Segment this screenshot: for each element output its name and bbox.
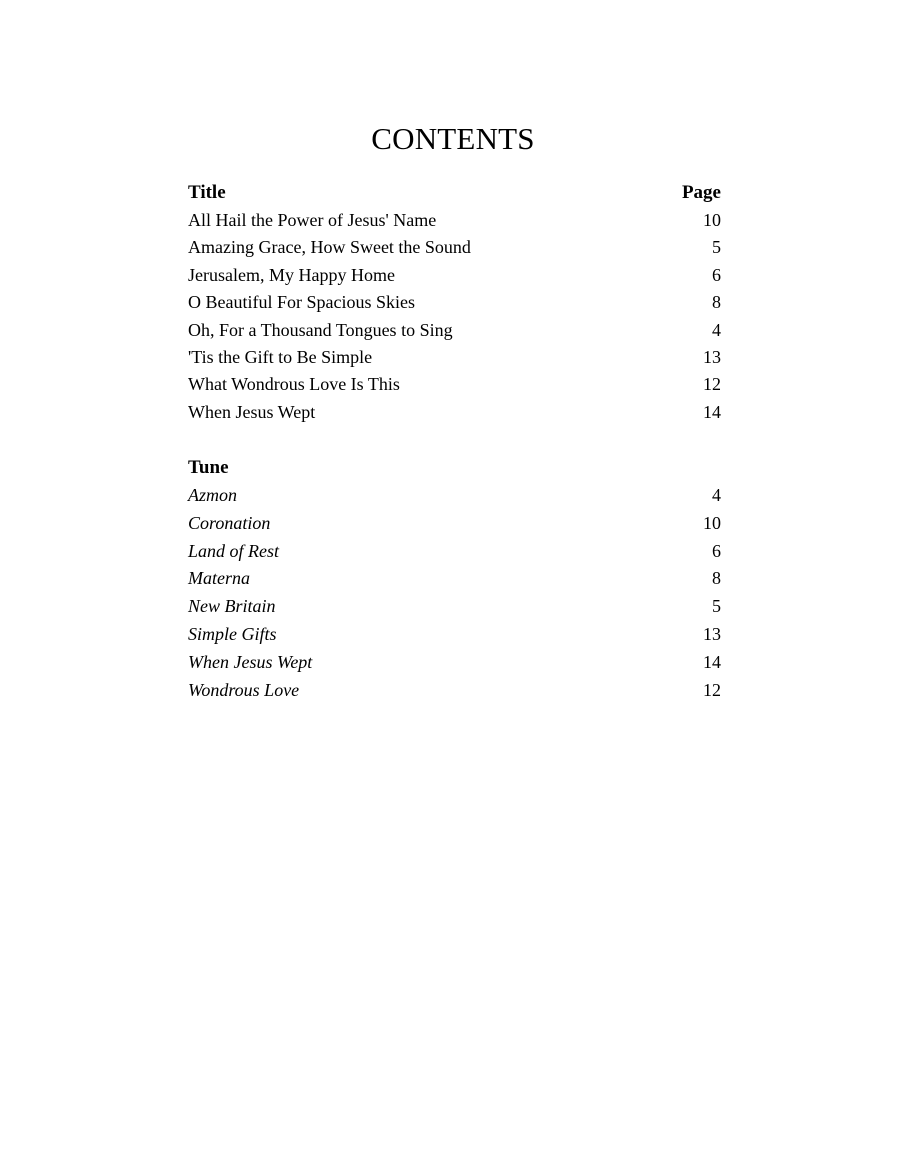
tune-entry: [188, 593, 721, 621]
tune-entry-page: 6: [712, 540, 721, 561]
title-entry: [188, 262, 721, 289]
title-entry-page: 13: [703, 346, 721, 367]
tune-entry-name: Coronation: [188, 512, 271, 533]
page-column-header: Page: [681, 182, 721, 203]
title-entry: [188, 317, 721, 344]
tune-entry: [188, 510, 721, 538]
tune-entry: [188, 565, 721, 593]
title-entry: [188, 371, 721, 398]
title-entry-page: 12: [703, 374, 721, 395]
tune-entry-name: Materna: [188, 568, 250, 589]
title-entry-page: 6: [712, 264, 721, 285]
tune-entry: [188, 538, 721, 566]
tune-entry-page: 8: [712, 568, 721, 589]
title-entry-name: Jerusalem, My Happy Home: [188, 264, 395, 285]
title-entry-name: What Wondrous Love Is This: [188, 374, 400, 395]
title-entry-name: Oh, For a Thousand Tongues to Sing: [188, 319, 453, 340]
tune-entry-name: Wondrous Love: [188, 679, 300, 700]
tune-entry: [188, 621, 721, 649]
title-entry: [188, 344, 721, 371]
tune-entry: [188, 649, 721, 677]
tune-entry-page: 10: [703, 512, 721, 533]
tune-entry-page: 12: [703, 679, 721, 700]
tune-entry-page: 14: [703, 651, 721, 672]
tunes-header-row: [188, 454, 721, 482]
title-entry-name: Amazing Grace, How Sweet the Sound: [188, 237, 471, 258]
tune-entry-name: Azmon: [188, 485, 237, 505]
title-entry-page: 10: [703, 210, 721, 230]
title-entry: [188, 399, 721, 426]
tunes-section: [188, 454, 721, 704]
tune-entry: [188, 677, 721, 705]
title-entry-page: 5: [712, 237, 721, 258]
tune-column-header: Tune: [188, 457, 229, 478]
titles-section: [188, 179, 721, 426]
title-entry-page: 14: [703, 401, 721, 422]
tune-entry-name: When Jesus Wept: [188, 651, 313, 672]
title-entry-name: When Jesus Wept: [188, 401, 316, 422]
title-entry-name: 'Tis the Gift to Be Simple: [188, 346, 373, 367]
tune-entry-name: Land of Rest: [188, 540, 280, 561]
title-entry: [188, 234, 721, 261]
page-title: CONTENTS: [371, 121, 535, 156]
tune-entry-page: 5: [712, 596, 721, 617]
tune-entry-page: 4: [712, 485, 721, 505]
tune-entry: [188, 482, 721, 510]
title-entry: [188, 207, 721, 234]
title-entry-page: 4: [712, 319, 721, 340]
tune-entry-name: Simple Gifts: [188, 623, 277, 644]
title-entry: [188, 289, 721, 316]
title-entry-page: 8: [712, 292, 721, 313]
titles-header-row: [188, 179, 721, 207]
tune-entry-name: New Britain: [188, 596, 276, 617]
tune-entry-page: 13: [703, 623, 721, 644]
title-entry-name: O Beautiful For Spacious Skies: [188, 292, 415, 313]
title-entry-name: All Hail the Power of Jesus' Name: [188, 210, 437, 230]
title-column-header: Title: [188, 182, 226, 203]
